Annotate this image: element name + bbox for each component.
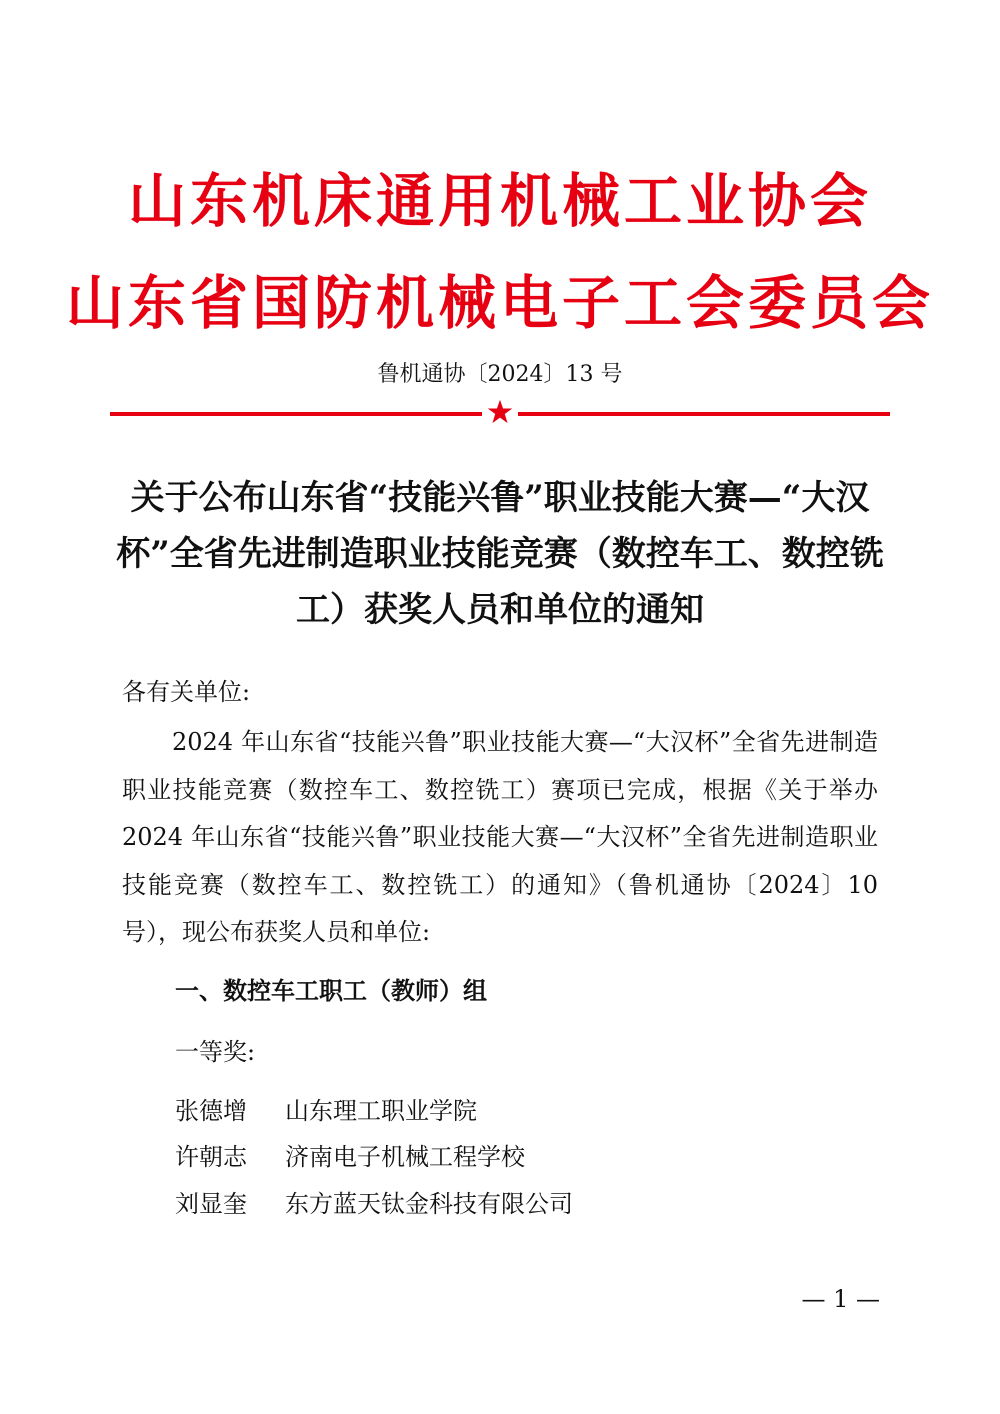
winner-row <box>175 1189 573 1219</box>
winner-name: 刘显奎 <box>175 1190 247 1218</box>
winner-unit: 山东理工职业学院 <box>285 1097 477 1125</box>
winner-name: 张德增 <box>175 1097 247 1125</box>
salutation: 各有关单位: <box>122 678 251 706</box>
document-number: 鲁机通协〔2024〕13 号 <box>377 362 623 387</box>
winner-unit: 东方蓝天钛金科技有限公司 <box>285 1190 573 1218</box>
issuer-name-2: 山东省国防机械电子工会委员会 <box>65 269 934 337</box>
winner-name: 许朝志 <box>175 1143 247 1171</box>
winner-row <box>175 1096 477 1126</box>
page-number: — 1 — <box>801 1285 880 1313</box>
section-heading: 一、数控车工职工（教师）组 <box>175 977 487 1005</box>
issuer-name-1: 山东机床通用机械工业协会 <box>127 167 872 235</box>
red-rule-right <box>518 412 890 416</box>
award-level: 一等奖: <box>175 1038 256 1066</box>
winner-unit: 济南电子机械工程学校 <box>285 1143 525 1171</box>
intro-paragraph: 2024 年山东省“技能兴鲁”职业技能大赛—“大汉杯”全省先进制造职业技能竞赛（数控车工、数控铣工）赛项已完成，根据《关于举办 2024 年山东省“技能兴鲁”职业技能大赛—“大汉杯”全省先进制造职业技能竞赛（数控车工、数控铣工）的通知》（鲁机通协〔2024〕10 号），现公布获奖人员和单位: <box>122 728 878 946</box>
star-icon <box>486 398 514 426</box>
winner-row <box>175 1142 525 1172</box>
notice-title: 关于公布山东省“技能兴鲁”职业技能大赛—“大汉杯”全省先进制造职业技能竞赛（数控车工、数控铣工）获奖人员和单位的通知 <box>116 478 884 630</box>
red-rule-left <box>110 412 482 416</box>
